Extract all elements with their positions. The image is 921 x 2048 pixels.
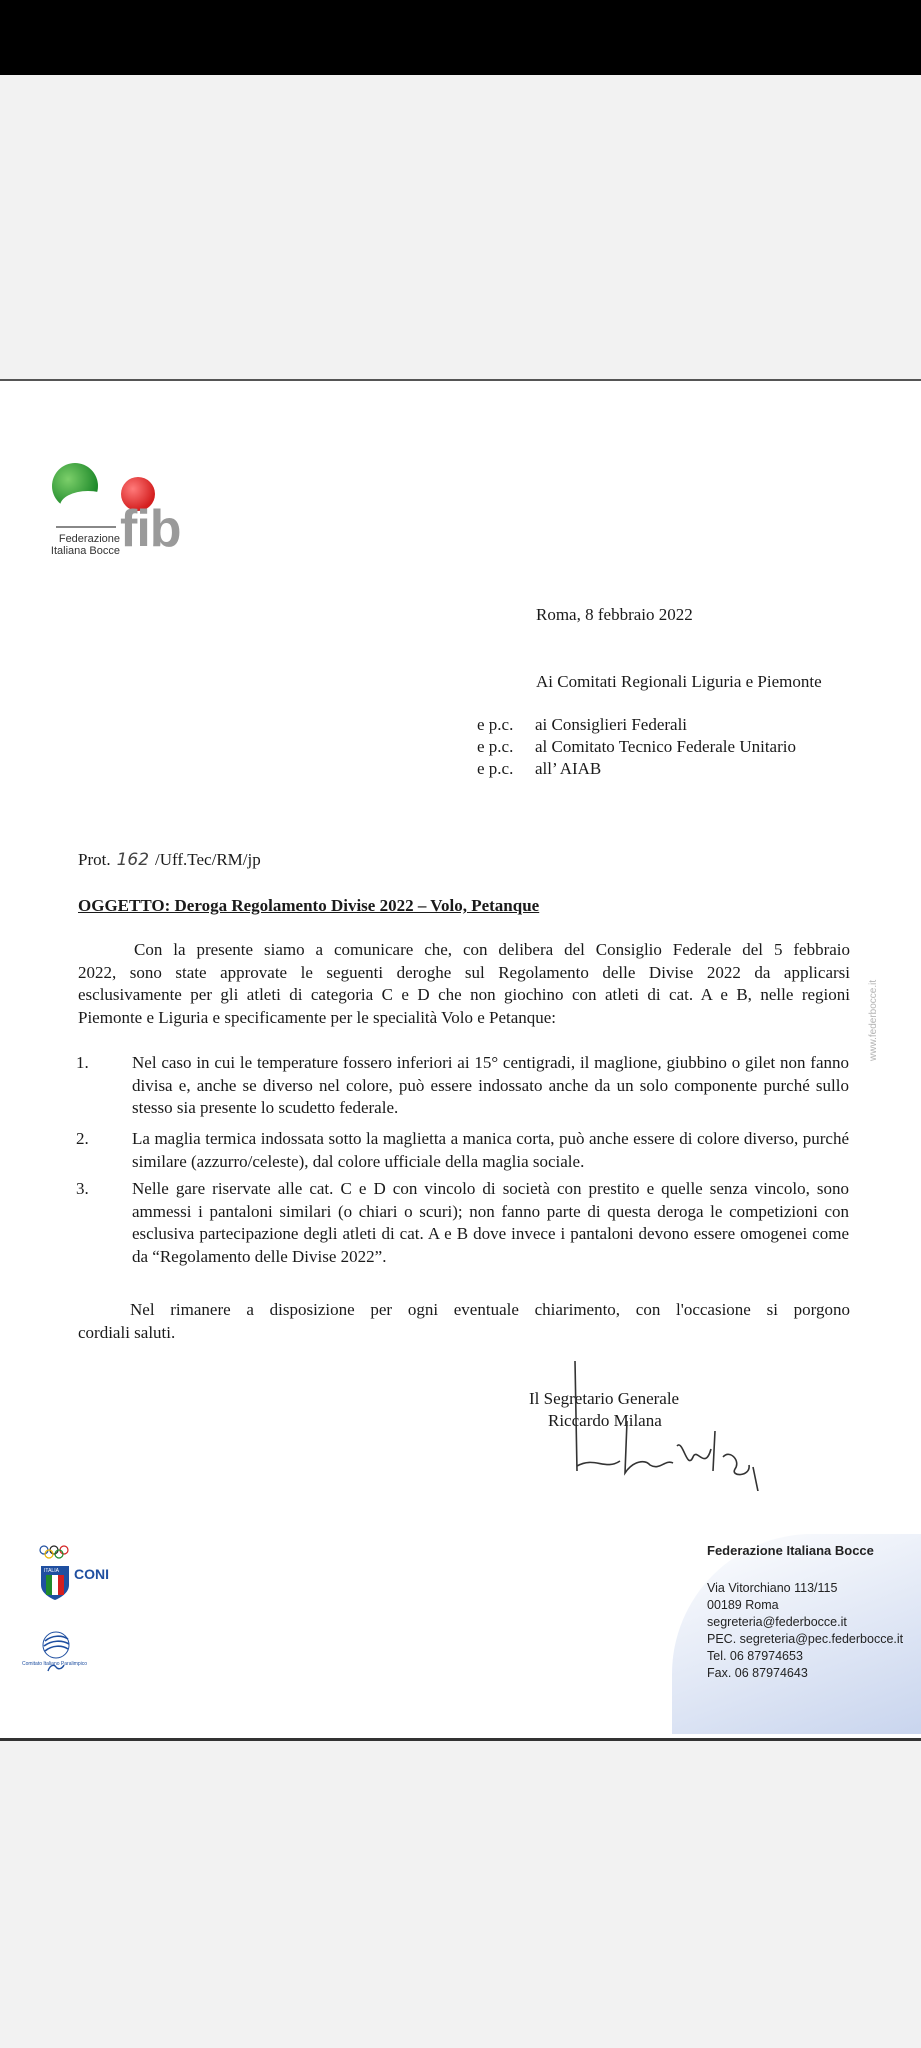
side-url: www.federbocce.it (868, 979, 879, 1061)
logo-caption-line1: Federazione (58, 533, 120, 545)
list-item (76, 1178, 849, 1268)
cc-prefix: e p.c. (477, 737, 514, 756)
paralympic-logo-icon (38, 1629, 74, 1679)
item-number: 1. (76, 1053, 89, 1072)
footer-pec[interactable]: PEC. segreteria@pec.federbocce.it (707, 1632, 904, 1646)
cc-line (477, 737, 796, 757)
cc-line (477, 715, 687, 735)
closing-paragraph (78, 1299, 850, 1344)
logo-caption-line2: Italiana Bocce (50, 545, 120, 557)
paralympic-label: Comitato Italiano Paralimpico (22, 1661, 88, 1667)
letter-date: Roma, 8 febbraio 2022 (536, 605, 693, 624)
item-text: La maglia termica indossata sotto la maglietta a manica corta, può anche essere di colore diverso, purché similare (azzurro/celeste), dal colore ufficiale della maglia sociale. (132, 1129, 849, 1171)
protocol-label: Prot. (78, 850, 111, 869)
logo-cut (60, 491, 116, 521)
item-number: 2. (76, 1129, 89, 1148)
list-item (76, 1128, 849, 1173)
signature-title: Il Segretario Generale (529, 1389, 680, 1408)
intro-paragraph (78, 939, 850, 1029)
signature-name: Riccardo Milana (548, 1411, 662, 1430)
cc-text: al Comitato Tecnico Federale Unitario (535, 737, 796, 756)
intro-line: 2022, sono state approvate le seguenti deroghe sul Regolamento delle Divise 2022 da applicarsi (78, 962, 850, 982)
intro-line: esclusivamente per gli atleti di categoria C e D che non giochino con atleti di cat. A e B, nelle regioni (78, 985, 850, 1004)
protocol-ref: /Uff.Tec/RM/jp (155, 850, 261, 869)
footer-tel: Tel. 06 87974653 (707, 1649, 803, 1663)
logo-caption (50, 533, 120, 557)
logo-mark: fib (120, 500, 181, 558)
document-page (0, 379, 921, 1741)
subject-heading: OGGETTO: Deroga Regolamento Divise 2022 – Volo, Petanque (78, 896, 540, 915)
recipient: Ai Comitati Regionali Liguria e Piemonte (536, 672, 822, 691)
item-number: 3. (76, 1179, 89, 1198)
coni-badge: ITALIA (44, 1568, 59, 1574)
cc-prefix: e p.c. (477, 715, 514, 734)
footer-fax: Fax. 06 87974643 (707, 1666, 808, 1680)
footer-email[interactable]: segreteria@federbocce.it (707, 1615, 847, 1629)
handwritten-signature (565, 1361, 765, 1491)
intro-line: Con la presente siamo a comunicare che, con delibera del Consiglio Federale del 5 febbraio (134, 940, 850, 959)
item-text: Nelle gare riservate alle cat. C e D con vincolo di società con prestito e quelle senza vincolo, sono ammessi i pantaloni similari (o chiari o scuri); non fanno parte di questa deroga le competizioni con esclusiva partecipazione degli atleti di cat. A e B dove invece i pantaloni devono essere omogenei come da “Regolamento delle Divise 2022”. (132, 1179, 849, 1266)
footer-city: 00189 Roma (707, 1598, 779, 1612)
intro-line: Piemonte e Liguria e specificamente per le specialità Volo e Petanque: (78, 1007, 557, 1027)
protocol-number: 162 (116, 850, 150, 870)
coni-label: CONI (74, 1566, 109, 1582)
logo-rule (56, 526, 116, 528)
cc-line (477, 759, 601, 779)
item-text: Nel caso in cui le temperature fossero inferiori ai 15° centigradi, il maglione, giubbino o gilet non fanno divisa e, anche se diverso nel colore, può essere indossato anche da un solo componente purché sullo stesso sia presente lo scudetto federale. (132, 1053, 849, 1117)
cc-prefix: e p.c. (477, 759, 514, 778)
protocol-line (78, 850, 261, 870)
cc-text: ai Consiglieri Federali (535, 715, 688, 734)
olympic-rings-icon (38, 1545, 72, 1559)
list-item (76, 1052, 849, 1120)
footer-address: Via Vitorchiano 113/115 (707, 1581, 838, 1595)
closing-line: cordiali saluti. (78, 1322, 176, 1342)
closing-line: Nel rimanere a disposizione per ogni eventuale chiarimento, con l'occasione si porgono (130, 1300, 850, 1319)
status-bar (0, 0, 921, 75)
footer-org: Federazione Italiana Bocce (707, 1543, 874, 1558)
cc-text: all’ AIAB (535, 759, 602, 778)
